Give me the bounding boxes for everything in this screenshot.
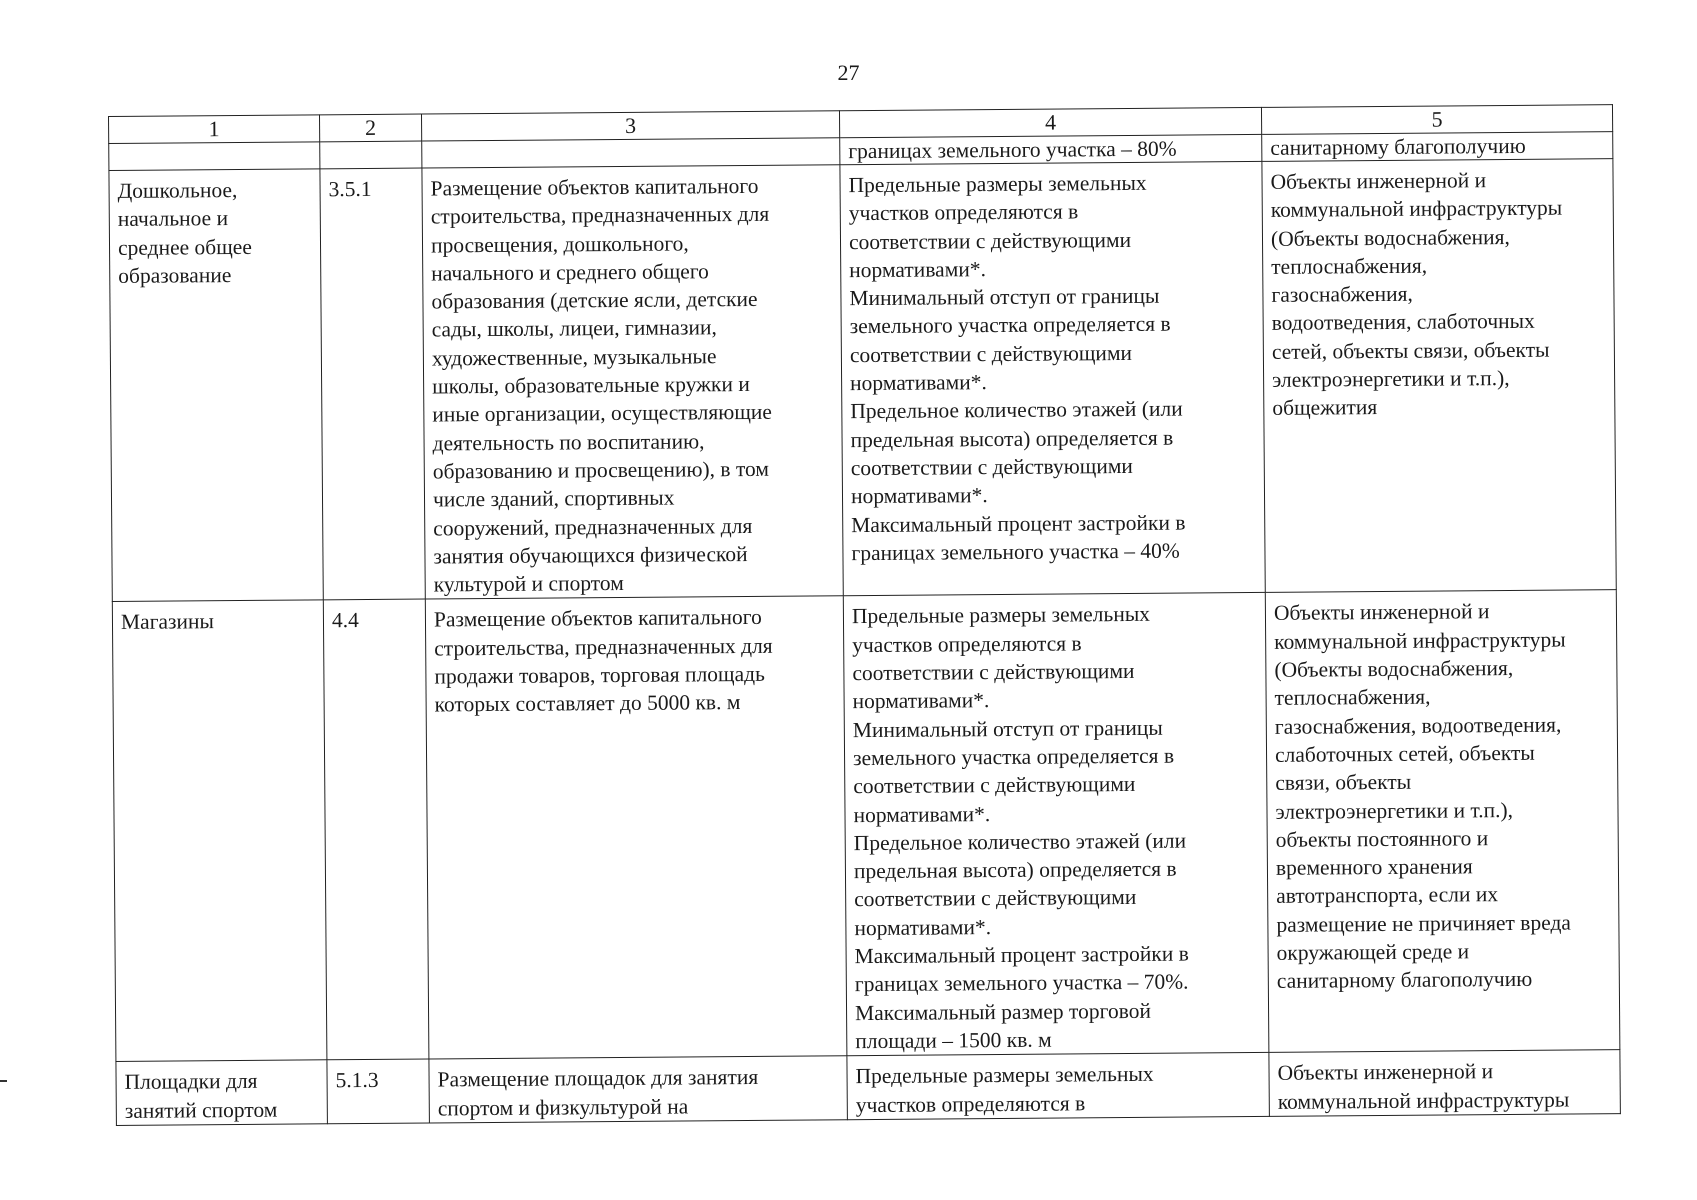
text-line: объекты постоянного и [1275, 826, 1489, 852]
text-line: Максимальный процент застройки в [854, 941, 1189, 969]
text-line: коммунальной инфраструктуры [1277, 1087, 1570, 1114]
page-number: 27 [837, 60, 860, 85]
text-line: границах земельного участка – 70%. [854, 969, 1189, 997]
use-description-cell [429, 1056, 847, 1123]
parameters-cell [840, 161, 1265, 596]
text-line: начальное и [117, 206, 229, 232]
text-line: среднее общее [117, 234, 252, 260]
text-line: Минимальный отступ от границы [849, 283, 1160, 311]
text-line: участков определяются в [855, 1090, 1086, 1117]
text-line: размещение не причиняет вреда [1276, 910, 1571, 937]
text-line: сооружений, предназначенных для [433, 513, 753, 541]
text-line: нормативами*. [853, 801, 991, 827]
text-line: связи, объекты [1275, 770, 1412, 796]
text-line: сады, школы, лицеи, гимназии, [431, 315, 717, 342]
header-col-3: 3 [421, 111, 839, 141]
parameters-cell [847, 1053, 1269, 1120]
text-line: иные организации, осуществляющие [432, 400, 773, 427]
text-line: художественные, музыкальные [431, 344, 717, 371]
text-line: газоснабжения, водоотведения, [1274, 712, 1562, 739]
text-line: соответствии с действующими [848, 227, 1132, 254]
text-line: предельная высота) определяется в [853, 856, 1177, 884]
header-col-4: 4 [839, 107, 1261, 137]
text-line: которых составляет до 5000 кв. м [434, 690, 741, 717]
text-line: Площадки для [124, 1069, 258, 1095]
text-line: Предельные размеры земельных [855, 1062, 1154, 1089]
text-line: санитарному благополучию [1276, 967, 1533, 994]
text-line: занятий спортом [124, 1097, 278, 1123]
text-line: начального и среднего общего [431, 259, 709, 286]
text-line: соответствии с действующими [853, 772, 1136, 799]
text-line: земельного участка определяется в [852, 743, 1175, 771]
header-col-2: 2 [319, 114, 421, 142]
text-line: Объекты инженерной и [1270, 168, 1487, 194]
continuation-cell-1 [109, 142, 320, 171]
text-line: школы, образовательные кружки и [432, 372, 750, 399]
auxiliary-uses-cell [1269, 1050, 1620, 1116]
table-row [116, 1050, 1620, 1125]
text-line: Предельные размеры земельных [848, 170, 1147, 198]
continuation-cell-2 [320, 141, 422, 169]
text-line: соответствии с действующими [852, 659, 1135, 686]
table-row [112, 590, 1620, 1062]
table-row [109, 159, 1616, 602]
text-line: Дошкольное, [117, 177, 238, 203]
text-line: сетей, объекты связи, объекты [1271, 337, 1550, 364]
text-line: деятельность по воспитанию, [432, 428, 705, 456]
text-line: продажи товаров, торговая площадь [434, 661, 765, 689]
use-name-cell [112, 600, 327, 1061]
text-line: электроэнергетики и т.п.), [1272, 366, 1510, 392]
continuation-cell-3 [422, 138, 840, 168]
use-description-cell [425, 596, 847, 1059]
text-line: участков определяются в [848, 199, 1079, 226]
text-line: строительства, предназначенных для [430, 202, 770, 229]
use-description-cell [422, 165, 843, 600]
continuation-parameters: границах земельного участка – 80% [840, 134, 1262, 164]
text-line: границах земельного участка – 40% [851, 538, 1180, 566]
text-line: Объекты инженерной и [1273, 599, 1490, 626]
text-line: культурой и спортом [433, 571, 624, 597]
text-line: газоснабжения, [1271, 281, 1413, 308]
text-line: Магазины [120, 609, 215, 635]
text-line: соответствии с действующими [854, 885, 1137, 912]
text-line: соответствии с действующими [850, 453, 1133, 481]
use-code: 5.1.3 [335, 1068, 379, 1093]
text-line: нормативами*. [854, 914, 992, 940]
text-line: спортом и физкультурой на [437, 1093, 689, 1120]
land-use-table [108, 104, 1621, 1126]
text-line: водоотведения, слаботочных [1271, 309, 1535, 336]
text-line: нормативами*. [852, 688, 990, 714]
header-col-5: 5 [1261, 105, 1612, 135]
text-line: образование [118, 262, 232, 288]
parameters-cell [843, 593, 1269, 1056]
header-col-1: 1 [109, 115, 320, 144]
text-line: нормативами*. [850, 483, 988, 509]
scan-margin-mark [0, 1080, 7, 1082]
text-line: электроэнергетики и т.п.), [1275, 797, 1514, 824]
text-line: образованию и просвещению), в том [432, 456, 770, 484]
text-line: Размещение объектов капитального [430, 173, 759, 201]
use-code: 4.4 [331, 608, 359, 633]
use-code: 3.5.1 [328, 176, 372, 202]
text-line: числе зданий, спортивных [432, 485, 675, 512]
text-line: Объекты инженерной и [1277, 1059, 1494, 1086]
continuation-auxiliary: санитарному благополучию [1262, 132, 1613, 162]
auxiliary-uses-cell [1265, 590, 1620, 1052]
auxiliary-uses-cell [1262, 159, 1616, 593]
text-line: коммунальной инфраструктуры [1270, 195, 1563, 223]
text-line: общежития [1272, 395, 1378, 421]
text-line: временного хранения [1275, 854, 1473, 880]
text-line: занятия обучающихся физической [433, 541, 748, 569]
text-line: образования (детские ясли, детские [431, 287, 758, 314]
text-line: земельного участка определяется в [849, 312, 1171, 339]
text-line: Максимальный размер торговой [854, 998, 1151, 1025]
text-line: нормативами*. [850, 370, 987, 396]
text-line: теплоснабжения, [1274, 684, 1431, 711]
text-line: окружающей среде и [1276, 939, 1470, 965]
text-line: Размещение объектов капитального [433, 605, 762, 632]
text-line: соответствии с действующими [849, 340, 1133, 367]
text-line: Предельные размеры земельных [851, 602, 1151, 629]
text-line: слаботочных сетей, объекты [1274, 740, 1535, 767]
text-line: просвещения, дошкольного, [430, 231, 689, 258]
text-line: (Объекты водоснабжения, [1270, 224, 1510, 251]
text-line: Предельное количество этажей (или [850, 396, 1183, 424]
use-code-cell [323, 599, 429, 1060]
use-name-cell [109, 169, 323, 602]
text-line: Предельное количество этажей (или [853, 828, 1187, 855]
use-name-cell [116, 1060, 327, 1125]
use-code-cell [320, 168, 425, 600]
text-line: (Объекты водоснабжения, [1274, 656, 1514, 682]
text-line: коммунальной инфраструктуры [1274, 627, 1566, 654]
text-line: нормативами*. [849, 257, 987, 283]
text-line: теплоснабжения, [1271, 253, 1428, 279]
text-line: Размещение площадок для занятия [437, 1065, 759, 1092]
text-line: Минимальный отступ от границы [852, 715, 1163, 742]
text-line: автотранспорта, если их [1276, 882, 1499, 909]
text-line: участков определяются в [852, 631, 1082, 657]
text-line: строительства, предназначенных для [434, 633, 773, 661]
text-line: Максимальный процент застройки в [851, 510, 1186, 537]
use-code-cell [327, 1059, 429, 1123]
text-line: предельная высота) определяется в [850, 425, 1174, 452]
text-line: площади – 1500 кв. м [855, 1027, 1052, 1054]
